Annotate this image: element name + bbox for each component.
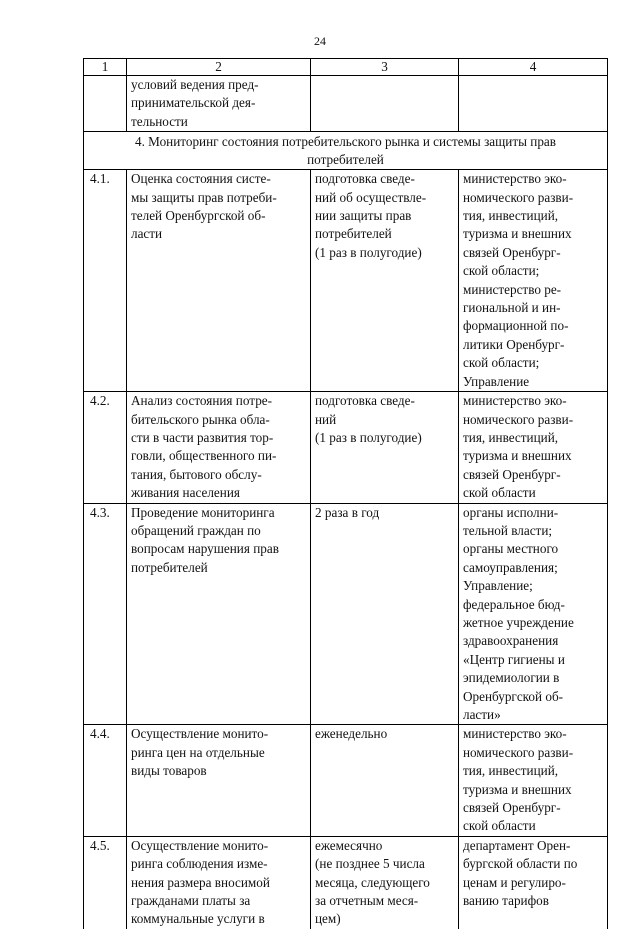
measure-cell bbox=[127, 170, 311, 392]
responsible-cell bbox=[459, 170, 608, 392]
table-row bbox=[84, 170, 608, 392]
section-title bbox=[84, 132, 608, 170]
text-line: бургской области по bbox=[463, 856, 578, 872]
text-line: туризма и внешних bbox=[463, 226, 572, 242]
text-line: федеральное бюд- bbox=[463, 596, 565, 612]
text-line: «Центр гигиены и bbox=[463, 651, 565, 667]
text-line: тания, бытового обслу- bbox=[131, 466, 262, 482]
text-line: сти в части развития тор- bbox=[131, 429, 274, 445]
column-number-row bbox=[84, 59, 608, 76]
text-line: связей Оренбург- bbox=[463, 244, 561, 260]
text-line: ринга цен на отдельные bbox=[131, 744, 265, 760]
table-body bbox=[84, 59, 608, 929]
text-line: здравоохранения bbox=[463, 633, 559, 649]
text-line: органы местного bbox=[463, 541, 559, 557]
row-number-cell: 4.2. bbox=[84, 392, 127, 503]
responsible-cell bbox=[459, 836, 608, 929]
responsible-cell bbox=[459, 392, 608, 503]
text-line: коммунальные услуги в bbox=[131, 911, 265, 927]
text-line: телей Оренбургской об- bbox=[131, 208, 266, 224]
text-line: номического разви- bbox=[463, 744, 574, 760]
text-line: литики Оренбург- bbox=[463, 336, 565, 352]
text-line: ний об осуществле- bbox=[315, 189, 427, 205]
text-line: номического разви- bbox=[463, 189, 574, 205]
text-line: туризма и внешних bbox=[463, 781, 572, 797]
text-line: тия, инвестиций, bbox=[463, 208, 559, 224]
text-line: ринга соблюдения изме- bbox=[131, 856, 268, 872]
text-line: связей Оренбург- bbox=[463, 466, 561, 482]
text-line: Осуществление монито- bbox=[131, 837, 269, 853]
deadline-cell bbox=[311, 392, 459, 503]
text-line: министерство эко- bbox=[463, 393, 567, 409]
text-line: Осуществление монито- bbox=[131, 726, 269, 742]
text-line: потребителей bbox=[315, 226, 392, 242]
text-line: обращений граждан по bbox=[131, 522, 261, 538]
deadline-cell bbox=[311, 725, 459, 836]
text-line: (1 раз в полугодие) bbox=[315, 244, 422, 260]
text-line: тельной власти; bbox=[463, 522, 553, 538]
text-line: Оренбургской об- bbox=[463, 688, 564, 704]
section-title-line: потребителей bbox=[307, 152, 384, 168]
text-line: принимательской дея- bbox=[131, 95, 256, 111]
text-line: (не позднее 5 числа bbox=[315, 856, 425, 872]
row-number-cell bbox=[84, 76, 127, 132]
text-line: мы защиты прав потреби- bbox=[131, 189, 277, 205]
responsible-cell bbox=[459, 725, 608, 836]
table-row bbox=[84, 725, 608, 836]
deadline-cell bbox=[311, 836, 459, 929]
text-line: виды товаров bbox=[131, 763, 207, 779]
text-line: бительского рынка обла- bbox=[131, 411, 270, 427]
text-line: министерство эко- bbox=[463, 726, 567, 742]
row-number-cell: 4.1. bbox=[84, 170, 127, 392]
responsible-cell bbox=[459, 503, 608, 725]
text-line: еженедельно bbox=[315, 726, 388, 742]
text-line: тия, инвестиций, bbox=[463, 429, 559, 445]
text-line: Проведение мониторинга bbox=[131, 504, 275, 520]
text-line: номического разви- bbox=[463, 411, 574, 427]
text-line: ской области; bbox=[463, 355, 540, 371]
measure-cell bbox=[127, 392, 311, 503]
text-line: органы исполни- bbox=[463, 504, 559, 520]
text-line: ний bbox=[315, 411, 337, 427]
measure-cell bbox=[127, 725, 311, 836]
text-line: Анализ состояния потре- bbox=[131, 393, 273, 409]
text-line: жетное учреждение bbox=[463, 614, 574, 630]
text-line: ценам и регулиро- bbox=[463, 874, 566, 890]
text-line: живания населения bbox=[131, 485, 240, 501]
text-line: министерство ре- bbox=[463, 281, 562, 297]
text-line: ласти» bbox=[463, 707, 501, 722]
text-line: ежемесячно bbox=[315, 837, 383, 853]
text-line: (1 раз в полугодие) bbox=[315, 429, 422, 445]
text-line: департамент Орен- bbox=[463, 837, 571, 853]
text-line: нения размера вносимой bbox=[131, 874, 270, 890]
text-line: 2 раза в год bbox=[315, 504, 380, 520]
text-line: цем) bbox=[315, 911, 341, 927]
text-line: гиональной и ин- bbox=[463, 300, 561, 316]
responsible-cell bbox=[459, 76, 608, 132]
text-line: связей Оренбург- bbox=[463, 800, 561, 816]
text-line: Управление; bbox=[463, 578, 533, 594]
text-line: Оценка состояния систе- bbox=[131, 171, 271, 187]
text-line: тия, инвестиций, bbox=[463, 763, 559, 779]
table-row bbox=[84, 392, 608, 503]
section-row bbox=[84, 132, 608, 170]
text-line: самоуправления; bbox=[463, 559, 558, 575]
section-title-line: 4. Мониторинг состояния потребительского рынка и системы защиты прав bbox=[134, 134, 556, 150]
deadline-cell bbox=[311, 503, 459, 725]
page-number: 24 bbox=[314, 34, 326, 48]
text-line: ской области; bbox=[463, 263, 540, 279]
column-number: 3 bbox=[311, 59, 459, 76]
text-line: тельности bbox=[131, 113, 188, 129]
measure-cell bbox=[127, 836, 311, 929]
text-line: месяца, следующего bbox=[315, 874, 430, 890]
column-number: 4 bbox=[459, 59, 608, 76]
text-line: формационной по- bbox=[463, 318, 569, 334]
measure-cell bbox=[127, 503, 311, 725]
text-line: нии защиты прав bbox=[315, 208, 412, 224]
table-row bbox=[84, 503, 608, 725]
text-line: эпидемиологии в bbox=[463, 670, 560, 686]
text-line: ванию тарифов bbox=[463, 893, 549, 909]
text-line: гражданами платы за bbox=[131, 893, 251, 909]
text-line: условий ведения пред- bbox=[131, 77, 259, 92]
measures-table bbox=[83, 58, 608, 929]
text-line: за отчетным меся- bbox=[315, 893, 419, 909]
text-line: вопросам нарушения прав bbox=[131, 541, 279, 557]
row-number-cell: 4.4. bbox=[84, 725, 127, 836]
table-row bbox=[84, 836, 608, 929]
continuation-row bbox=[84, 76, 608, 132]
measure-cell bbox=[127, 76, 311, 132]
column-number: 2 bbox=[127, 59, 311, 76]
text-line: ской области bbox=[463, 818, 536, 834]
text-line: потребителей bbox=[131, 559, 208, 575]
text-line: туризма и внешних bbox=[463, 448, 572, 464]
deadline-cell bbox=[311, 170, 459, 392]
text-line: Управление bbox=[463, 373, 530, 389]
row-number-cell: 4.3. bbox=[84, 503, 127, 725]
text-line: подготовка сведе- bbox=[315, 171, 415, 187]
text-line: говли, общественного пи- bbox=[131, 448, 277, 464]
deadline-cell bbox=[311, 76, 459, 132]
column-number: 1 bbox=[84, 59, 127, 76]
text-line: министерство эко- bbox=[463, 171, 567, 187]
text-line: подготовка сведе- bbox=[315, 393, 415, 409]
text-line: ской области bbox=[463, 485, 536, 501]
text-line: ласти bbox=[131, 226, 163, 242]
row-number-cell: 4.5. bbox=[84, 836, 127, 929]
